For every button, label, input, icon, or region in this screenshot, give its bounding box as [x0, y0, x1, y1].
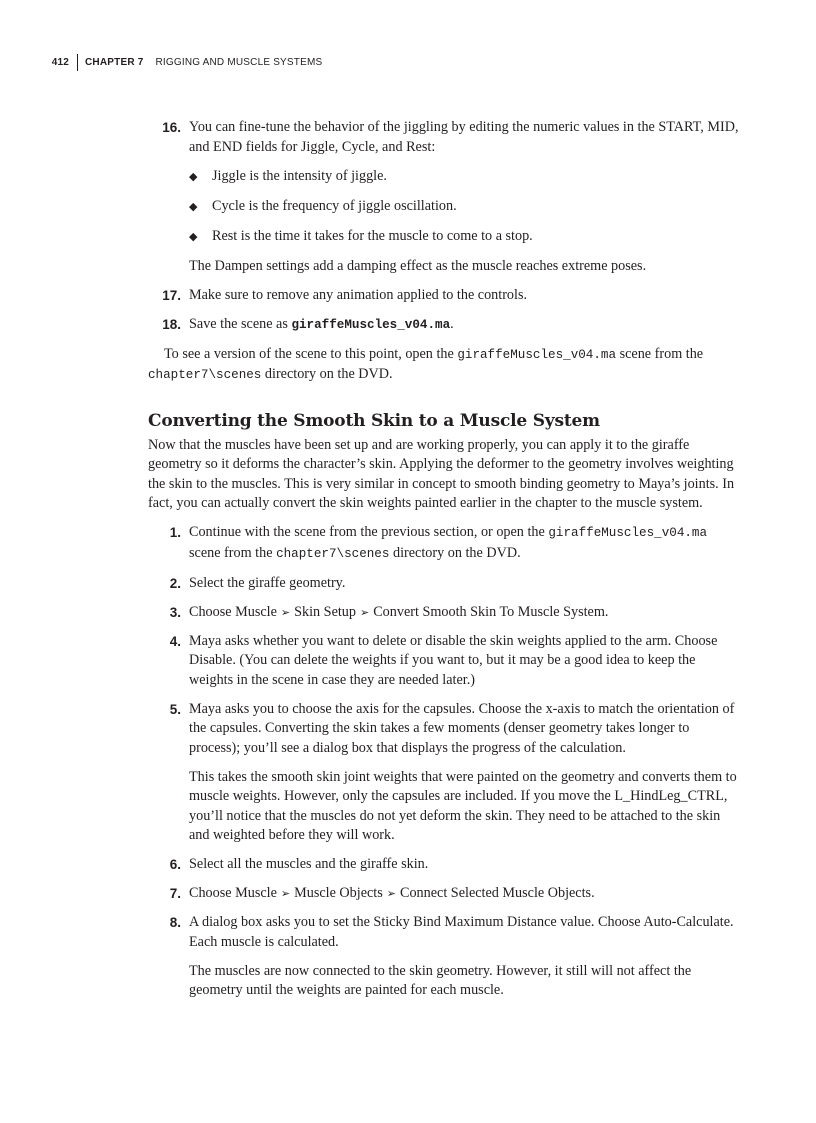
step-number: 17. — [162, 287, 181, 303]
diamond-bullet-icon: ◆ — [189, 200, 198, 213]
menu-arrow-icon: ➢ — [386, 887, 396, 900]
step-8 — [148, 913, 742, 1001]
filename: giraffeMuscles_v04.ma — [457, 347, 617, 362]
menu-arrow-icon: ➢ — [280, 605, 291, 619]
menu-item: Connect Selected Muscle Objects. — [399, 885, 595, 901]
diamond-bullet-icon: ◆ — [189, 230, 198, 243]
page-content — [148, 118, 742, 1010]
step-4 — [148, 632, 742, 691]
bullet-list — [189, 167, 742, 248]
step-text: Choose Muscle ➢ Muscle Objects ➢ Connect Selected Muscle Objects. — [189, 885, 595, 901]
step-number: 7. — [169, 886, 181, 901]
step-6 — [148, 855, 742, 875]
version-note-paragraph: To see a version of the scene to this point, open the giraffeMuscles_v04.ma scene from the chapter7\scenes directory on the DVD. — [148, 345, 704, 382]
chapter-label: CHAPTER 7 — [85, 56, 144, 68]
list-item: ◆ Cycle is the frequency of jiggle oscillation. — [189, 197, 742, 218]
step-number: 8. — [169, 915, 181, 930]
step-number: 3. — [169, 604, 181, 620]
step-number: 5. — [169, 701, 181, 717]
step-number: 16. — [162, 120, 181, 135]
step-number: 1. — [169, 525, 181, 540]
step-text: Make sure to remove any animation applied to the controls. — [189, 286, 528, 303]
diamond-bullet-icon: ◆ — [189, 170, 198, 183]
step-5 — [148, 700, 742, 846]
section-intro: Now that the muscles have been set up and are working properly, you can apply it to the giraffe geometry so it deforms the character’s skin. Applying the deformer to the geometry involves weighting the skin to the muscles. This is very similar in concept to smooth binding geometry to Maya’s joints. In fact, you can actually convert the skin weights painted earlier in the chapter to the muscle system. — [148, 436, 735, 511]
page-number: 412 — [51, 56, 69, 68]
step-text: Continue with the scene from the previous section, or open the giraffeMuscles_v04.ma scene from the chapter7\scenes directory on the DVD. — [189, 524, 708, 561]
step-7 — [148, 884, 742, 904]
filename: giraffeMuscles_v04.ma — [291, 317, 451, 332]
step-number: 2. — [169, 575, 181, 591]
step-text: Select all the muscles and the giraffe skin. — [189, 856, 429, 872]
directory-path: chapter7\scenes — [148, 368, 262, 382]
step-note: This takes the smooth skin joint weights that were painted on the geometry and converts them to muscle weights. However, only the capsules are included. If you move the L_HindLeg_CTRL, you’ll notice that the muscles do not yet deform the skin. They need to be attached to the skin and weighted before they will work. — [189, 768, 737, 843]
menu-item: Skin Setup — [294, 603, 356, 620]
step-text: Maya asks you to choose the axis for the capsules. Choose the x-axis to match the orientation of the capsules. Converting the skin takes a few moments (denser geometry takes longer to process); you’ll see a dialog box that displays the progress of the calculation. — [189, 700, 735, 756]
menu-item: Muscle Objects — [294, 885, 383, 901]
step-text: You can fine-tune the behavior of the jiggling by editing the numeric values in the START, MID, and END fields for Jiggle, Cycle, and Rest: — [189, 119, 739, 155]
header-divider — [77, 54, 78, 71]
step-number: 18. — [162, 316, 181, 332]
step-text: Maya asks whether you want to delete or disable the skin weights applied to the arm. Choose Disable. (You can delete the weights if you want to, but it may be a good idea to keep the weights in the scene in case they are needed later.) — [189, 632, 718, 688]
step-text: Save the scene as giraffeMuscles_v04.ma. — [189, 315, 454, 332]
step-text: Choose Muscle ➢ Skin Setup ➢ Convert Smooth Skin To Muscle System. — [189, 603, 609, 620]
step-note: The muscles are now connected to the skin geometry. However, it still will not affect the geometry until the weights are painted for each muscle. — [189, 962, 692, 998]
menu-arrow-icon: ➢ — [360, 605, 370, 619]
running-header — [20, 52, 322, 72]
step-number: 6. — [169, 857, 181, 872]
step-3 — [148, 603, 742, 623]
step-text: Select the giraffe geometry. — [189, 574, 346, 591]
menu-item: Muscle — [235, 885, 277, 901]
list-item: ◆ Rest is the time it takes for the muscle to come to a stop. — [189, 227, 742, 248]
menu-item: Muscle — [235, 603, 277, 620]
step-1 — [148, 523, 742, 564]
step-18 — [148, 315, 742, 336]
list-item: ◆ Jiggle is the intensity of jiggle. — [189, 167, 742, 188]
directory-path: chapter7\scenes — [276, 546, 390, 561]
menu-item: Convert Smooth Skin To Muscle System. — [373, 603, 609, 620]
step-note: The Dampen settings add a damping effect as the muscle reaches extreme poses. — [189, 257, 647, 274]
section-heading: Converting the Smooth Skin to a Muscle System — [148, 410, 600, 431]
menu-arrow-icon: ➢ — [280, 887, 291, 900]
step-2 — [148, 574, 742, 594]
filename: giraffeMuscles_v04.ma — [548, 526, 708, 540]
chapter-title: RIGGING AND MUSCLE SYSTEMS — [155, 56, 323, 68]
step-16 — [148, 118, 742, 276]
step-text: A dialog box asks you to set the Sticky Bind Maximum Distance value. Choose Auto-Calculate. Each muscle is calculated. — [189, 914, 734, 950]
step-17 — [148, 286, 742, 306]
step-number: 4. — [169, 633, 181, 649]
